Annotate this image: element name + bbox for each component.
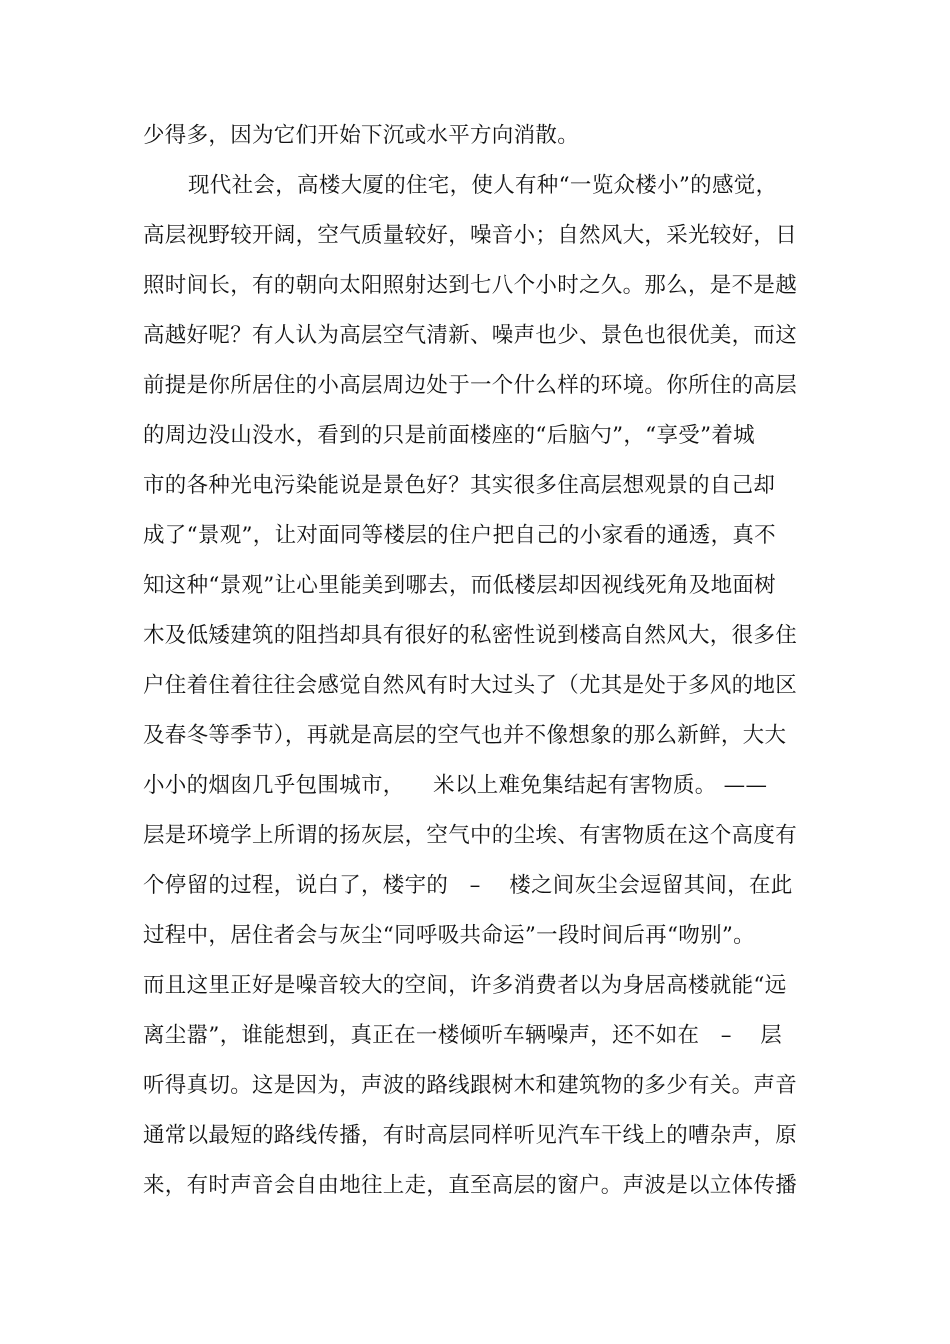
text-line: 高层视野较开阔，空气质量较好，噪音小；自然风大，采光较好，日 xyxy=(143,223,798,248)
text-line: 来，有时声音会自由地往上走，直至高层的窗户。声波是以立体传播 xyxy=(143,1173,798,1198)
text-line: 高越好呢？有人认为高层空气清新、噪声也少、景色也很优美，而这 xyxy=(143,323,798,348)
text-line: 个停留的过程，说白了，楼宇的 – 楼之间灰尘会逗留其间，在此 xyxy=(143,873,793,898)
text-line: 少得多，因为它们开始下沉或水平方向消散。 xyxy=(143,123,580,148)
paragraph-first-line: 现代社会，高楼大厦的住宅，使人有种“一览众楼小”的感觉， xyxy=(188,173,778,198)
text-line: 层是环境学上所谓的扬灰层，空气中的尘埃、有害物质在这个高度有 xyxy=(143,823,798,848)
text-line: 的周边没山没水，看到的只是前面楼座的“后脑勺”，“享受”着城 xyxy=(143,423,755,448)
text-line: 离尘嚣”，谁能想到，真正在一楼倾听车辆噪声，还不如在 – 层 xyxy=(143,1023,783,1048)
text-line: 木及低矮建筑的阻挡却具有很好的私密性说到楼高自然风大，很多住 xyxy=(143,623,798,648)
text-line: 照时间长，有的朝向太阳照射达到七八个小时之久。那么，是不是越 xyxy=(143,273,798,298)
text-line: 及春冬等季节），再就是高层的空气也并不像想象的那么新鲜，大大 xyxy=(143,723,787,748)
text-line: 知这种“景观”让心里能美到哪去，而低楼层却因视线死角及地面树 xyxy=(143,573,776,598)
text-line: 前提是你所居住的小高层周边处于一个什么样的环境。你所住的高层 xyxy=(143,373,798,398)
text-line: 小小的烟囱几乎包围城市， 米以上难免集结起有害物质。 —— xyxy=(143,773,768,798)
text-line: 过程中，居住者会与灰尘“同呼吸共命运”一段时间后再“吻别”。 xyxy=(143,923,755,948)
text-line: 成了“景观”，让对面同等楼层的住户把自己的小家看的通透，真不 xyxy=(143,523,776,548)
text-line: 通常以最短的路线传播，有时高层同样听见汽车干线上的嘈杂声，原 xyxy=(143,1123,798,1148)
text-line: 户住着住着往往会感觉自然风有时大过头了（尤其是处于多风的地区 xyxy=(143,673,798,698)
text-line: 听得真切。这是因为，声波的路线跟树木和建筑物的多少有关。声音 xyxy=(143,1073,798,1098)
text-line: 而且这里正好是噪音较大的空间，许多消费者以为身居高楼就能“远 xyxy=(143,973,787,998)
text-line: 市的各种光电污染能说是景色好？其实很多住高层想观景的自己却 xyxy=(143,473,776,498)
